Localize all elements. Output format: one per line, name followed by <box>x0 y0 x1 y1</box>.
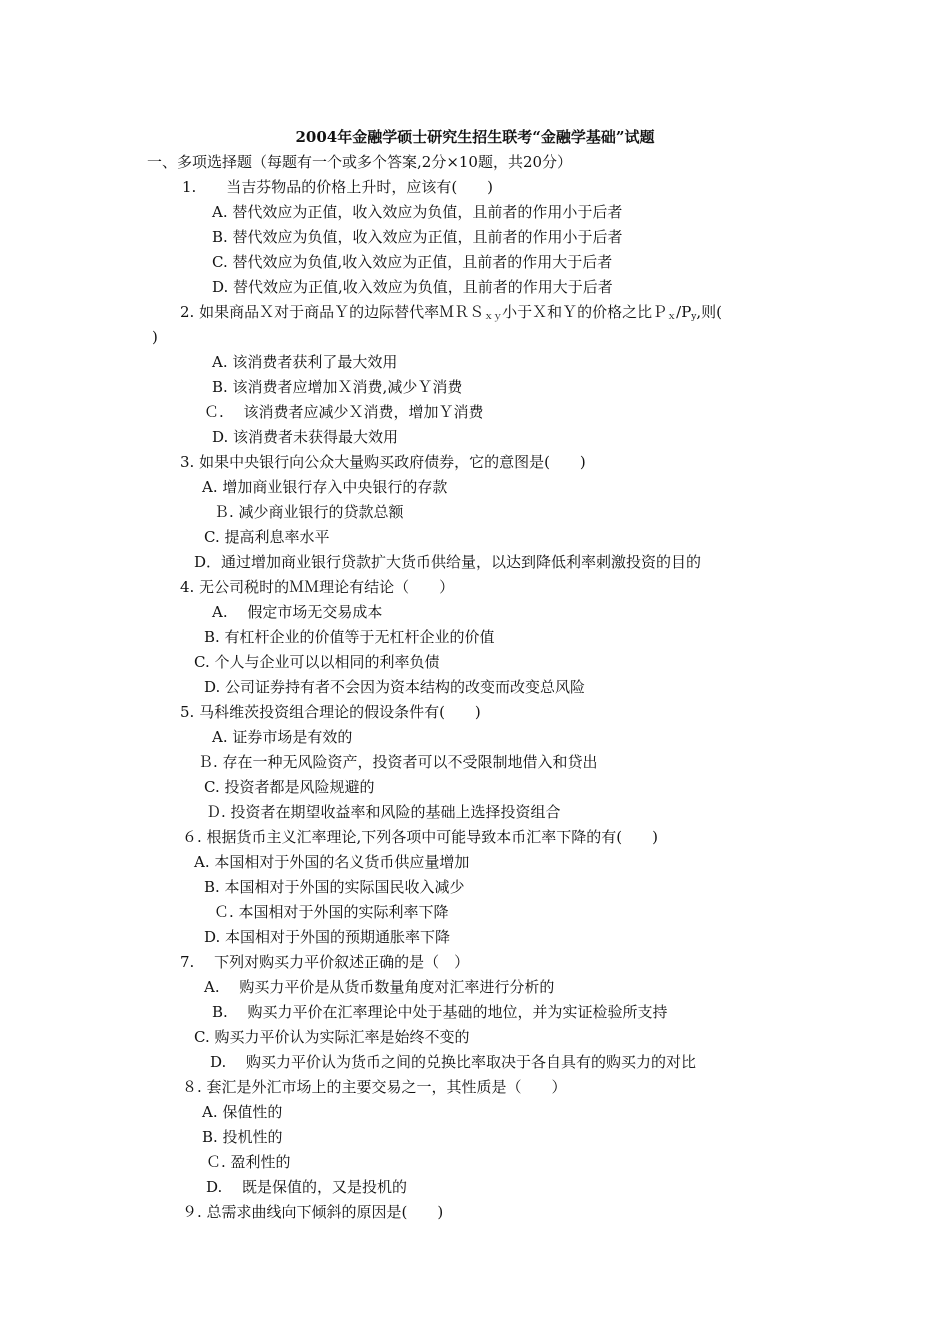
question-2-option-a: A. 该消费者获利了最大效用 <box>212 353 398 371</box>
question-2-stem-end: ) <box>152 328 158 346</box>
question-5-option-c: C. 投资者都是风险规避的 <box>204 778 375 796</box>
question-2-stem <box>180 303 722 326</box>
question-6-option-d: D. 本国相对于外国的预期通胀率下降 <box>204 928 451 946</box>
question-2-option-b: B. 该消费者应增加Ｘ消费,减少Ｙ消费 <box>212 378 463 396</box>
question-8-option-a: A. 保值性的 <box>202 1103 283 1121</box>
question-2-option-c: Ｃ. 该消费者应减少Ｘ消费，增加Ｙ消费 <box>204 403 484 421</box>
question-3-option-d: D．通过增加商业银行贷款扩大货币供给量，以达到降低利率刺激投资的目的 <box>194 553 702 571</box>
question-8-option-c: Ｃ. 盈利性的 <box>206 1153 291 1171</box>
question-8-option-d: D. 既是保值的，又是投机的 <box>206 1178 408 1196</box>
question-1-option-c: C. 替代效应为负值,收入效应为正值，且前者的作用大于后者 <box>212 253 613 271</box>
question-6-option-c: Ｃ. 本国相对于外国的实际利率下降 <box>214 903 449 921</box>
question-7-option-c: C. 购买力平价认为实际汇率是始终不变的 <box>194 1028 470 1046</box>
question-5-option-b: Ｂ. 存在一种无风险资产，投资者可以不受限制地借入和贷出 <box>198 753 598 771</box>
question-2-option-d: D. 该消费者未获得最大效用 <box>212 428 399 446</box>
question-7-stem: 7. 下列对购买力平价叙述正确的是（ ） <box>180 953 470 971</box>
section-heading: 一、多项选择题（每题有一个或多个答案,2分×10题，共20分） <box>147 153 573 171</box>
question-6-option-a: A. 本国相对于外国的名义货币供应量增加 <box>194 853 470 871</box>
question-2-stem-part2: 小于Ｘ和Ｙ的价格之比Ｐ <box>502 303 668 321</box>
question-9-stem: ９. 总需求曲线向下倾斜的原因是( ) <box>182 1203 444 1221</box>
question-3-stem: 3. 如果中央银行向公众大量购买政府债券，它的意图是( ) <box>180 453 586 471</box>
py-subscript: y <box>691 312 697 322</box>
question-7-option-d: D. 购买力平价认为货币之间的兑换比率取决于各自具有的购买力的对比 <box>210 1053 697 1071</box>
question-8-option-b: B. 投机性的 <box>202 1128 283 1146</box>
question-7-option-a: A. 购买力平价是从货币数量角度对汇率进行分析的 <box>204 978 555 996</box>
question-8-stem: ８. 套汇是外汇市场上的主要交易之一，其性质是（ ） <box>182 1078 567 1096</box>
question-1-option-b: B. 替代效应为负值，收入效应为正值，且前者的作用小于后者 <box>212 228 623 246</box>
question-1-stem: 1. 当吉芬物品的价格上升时，应该有( ) <box>182 178 494 196</box>
question-2-stem-part4: ,则( <box>696 303 723 321</box>
question-4-option-c: C. 个人与企业可以以相同的利率负债 <box>194 653 440 671</box>
mrs-subscript: ｘｙ <box>484 312 503 322</box>
question-2-stem-part1: 2. 如果商品Ｘ对于商品Ｙ的边际替代率ＭＲＳ <box>180 303 485 321</box>
question-3-option-b: Ｂ. 减少商业银行的贷款总额 <box>214 503 404 521</box>
question-5-stem: 5. 马科维茨投资组合理论的假设条件有( ) <box>180 703 481 721</box>
question-6-stem: ６. 根据货币主义汇率理论,下列各项中可能导致本币汇率下降的有( ) <box>182 828 659 846</box>
question-4-option-a: A. 假定市场无交易成本 <box>212 603 383 621</box>
question-5-option-d: Ｄ. 投资者在期望收益率和风险的基础上选择投资组合 <box>206 803 561 821</box>
question-4-option-d: D. 公司证券持有者不会因为资本结构的改变而改变总风险 <box>204 678 586 696</box>
px-subscript: ｘ <box>667 312 677 322</box>
question-4-stem: 4. 无公司税时的ＭＭ理论有结论（ ） <box>180 578 455 596</box>
question-3-option-c: C. 提高利息率水平 <box>204 528 330 546</box>
question-4-option-b: B. 有杠杆企业的价值等于无杠杆企业的价值 <box>204 628 495 646</box>
question-7-option-b: B. 购买力平价在汇率理论中处于基础的地位，并为实证检验所支持 <box>212 1003 668 1021</box>
question-5-option-a: A. 证券市场是有效的 <box>212 728 353 746</box>
question-3-option-a: A. 增加商业银行存入中央银行的存款 <box>202 478 448 496</box>
question-2-stem-part3: /P <box>676 303 692 321</box>
question-6-option-b: B. 本国相对于外国的实际国民收入减少 <box>204 878 465 896</box>
page-title: 2004年金融学硕士研究生招生联考“金融学基础”试题 <box>295 128 655 146</box>
question-1-option-d: D. 替代效应为正值,收入效应为负值，且前者的作用大于后者 <box>212 278 613 296</box>
question-1-option-a: A. 替代效应为正值，收入效应为负值，且前者的作用小于后者 <box>212 203 623 221</box>
